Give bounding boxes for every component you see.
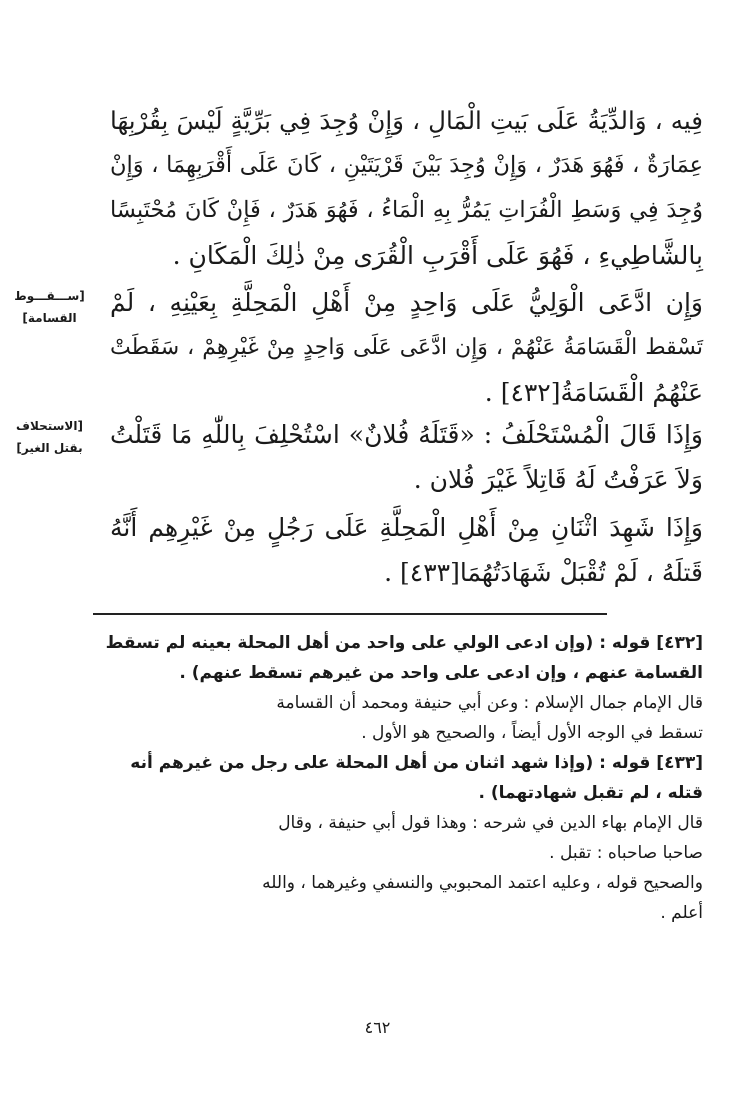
text-line: وَلاَ عَرَفْتُ لَهُ قَاتِلاً غَيْرَ فُلان . [413, 465, 703, 494]
margin-note-line: [ســـقـــوط [14, 289, 85, 303]
main-paragraph-1 [110, 98, 703, 278]
footnote-line: [٤٣٢] قوله : (وإن ادعى الولي على واحد من أهل المحلة بعينه لم تسقط [105, 633, 703, 653]
footnotes [93, 628, 703, 928]
main-paragraph-2 [110, 280, 703, 415]
footnote-line: أعلم . [660, 903, 703, 923]
margin-note-2 [2, 415, 97, 459]
page-number: ٤٦٢ [364, 1018, 391, 1037]
main-paragraph-3 [110, 412, 703, 502]
footnote-line: قال الإمام جمال الإسلام : وعن أبي حنيفة ومحمد أن القسامة [276, 693, 703, 713]
footnote-line: القسامة عنهم ، وإن ادعى على واحد من غيرهم تسقط عنهم) . [179, 663, 703, 683]
footnote-divider [93, 613, 607, 615]
margin-note-line: القسامة] [22, 311, 77, 325]
main-paragraph-4 [110, 505, 703, 595]
text-line: بِالشَّاطِيءِ ، فَهُوَ عَلَى أَقْرَبِ الْقُرَى مِنْ ذٰلِكَ الْمَكَانِ . [172, 241, 703, 270]
text-line: وَإِذَا شَهِدَ اثْنَانِ مِنْ أَهْلِ الْمَحِلَّةِ عَلَى رَجُلٍ مِنْ غَيْرِهِم أَنَّهُ [110, 513, 703, 542]
margin-note-line: بقتل الغير] [16, 441, 83, 455]
text-line: وُجِدَ فِي وَسَطِ الْفُرَاتِ يَمُرُّ بِهِ الْمَاءُ ، فَهُوَ هَدَرٌ ، فَإِنْ كَانَ مُحْتَبِسًا [110, 197, 703, 223]
text-line: فِيه ، وَالدِّيَةُ عَلَى بَيتِ الْمَالِ ، وَإِنْ وُجِدَ فِي بَرِّيَّةٍ لَيْسَ بِقُرْبِهَا [110, 106, 703, 135]
footnote-line: صاحبا صاحباه : تقبل . [549, 843, 703, 863]
footnote-line: [٤٣٣] قوله : (وإذا شهد اثنان من أهل المحلة على رجل من غيرهم أنه [130, 753, 703, 773]
text-line: عَنْهُمُ الْقَسَامَةُ[٤٣٢] . [484, 378, 703, 407]
text-line: وَإِذَا قَالَ الْمُسْتَحْلَفُ : «قَتَلَهُ فُلانٌ» اسْتُحْلِفَ بِاللّٰهِ مَا قَتَلْتُ [110, 420, 703, 449]
text-line: قَتلَهُ ، لَمْ تُقْبَلْ شَهَادَتُهُمَا[٤٣٣] . [384, 558, 703, 587]
text-line: عِمَارَةٌ ، فَهُوَ هَدَرٌ ، وَإِنْ وُجِدَ بَيْنَ قَرْيَتَيْنِ ، كَانَ عَلَى أَقْرَبِهِمَا ، وَإِنْ [110, 152, 703, 178]
margin-note-1 [2, 285, 97, 329]
text-line: تَسْقط الْقَسَامَةُ عَنْهُمْ ، وَإِن ادَّعَى عَلَى وَاحِدٍ مِنْ غَيْرِهِمْ ، سَقَطَتْ [110, 335, 703, 360]
text-line: وَإِن ادَّعَى الْوَلِيُّ عَلَى وَاحِدٍ مِنْ أَهْلِ الْمَحِلَّةِ بِعَيْنِهِ ، لَمْ [110, 288, 703, 317]
footnote-line: قال الإمام بهاء الدين في شرحه : وهذا قول أبي حنيفة ، وقال [278, 813, 703, 833]
footnote-line: والصحيح قوله ، وعليه اعتمد المحبوبي والنسفي وغيرهما ، والله [262, 873, 703, 893]
footnote-line: قتله ، لم تقبل شهادتهما) . [478, 783, 703, 803]
footnote-line: تسقط في الوجه الأول أيضاً ، والصحيح هو الأول . [361, 723, 703, 743]
margin-note-line: [الاستحلاف [16, 419, 83, 433]
